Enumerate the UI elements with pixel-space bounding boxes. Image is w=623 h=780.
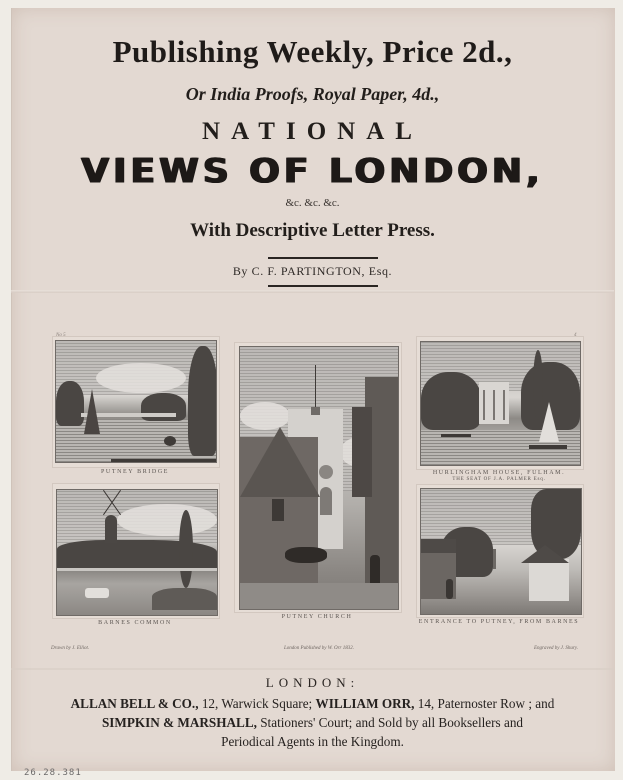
fold-line	[11, 290, 614, 293]
publisher-name: SIMPKIN & MARSHALL,	[101, 715, 257, 730]
plate-barnes-common	[52, 483, 220, 619]
plate-putney-bridge	[52, 336, 220, 468]
publisher-address: 14, Paternoster Row ; and	[414, 696, 555, 711]
publisher-credit: London Published by W. Orr 1832.	[284, 646, 354, 651]
main-title: VIEWS OF LONDON,	[81, 152, 544, 191]
publisher-name: ALLAN BELL & CO.,	[70, 696, 199, 711]
engraving-image	[56, 489, 218, 616]
engraver-credit: Engraved by J. Shury.	[534, 646, 579, 651]
drawn-by-credit: Drawn by J. Elliot.	[51, 646, 90, 651]
plate-number: 4	[574, 333, 577, 338]
publisher-address: Stationers' Court; and Sold by all Booksellers and	[256, 715, 524, 730]
plate-subcaption: THE SEAT OF J.A. PALMER Esq.	[452, 477, 546, 482]
fold-line	[11, 668, 614, 670]
imprint-line-2	[40, 713, 585, 732]
plate-caption: PUTNEY BRIDGE	[100, 469, 170, 475]
plate-entrance-to-putney	[416, 484, 584, 618]
imprint-line-3: Periodical Agents in the Kingdom.	[221, 734, 404, 749]
plate-caption: HURLINGHAM HOUSE, FULHAM.	[432, 470, 566, 476]
etc-line: &c. &c. &c.	[285, 197, 340, 209]
plate-caption: PUTNEY CHURCH	[281, 614, 353, 620]
author-line: By C. F. PARTINGTON, Esq.	[232, 264, 393, 278]
plate-caption: ENTRANCE TO PUTNEY, FROM BARNES	[418, 619, 580, 625]
national-line: NATIONAL	[202, 118, 423, 145]
india-proofs-line: Or India Proofs, Royal Paper, 4d.,	[185, 84, 440, 104]
plate-number: No 5	[56, 333, 66, 338]
engraving-image	[239, 346, 399, 610]
engraving-image	[420, 341, 581, 466]
plate-hurlingham-house	[416, 336, 584, 470]
engraving-image	[420, 488, 582, 615]
engraving-image	[55, 340, 217, 463]
rule-divider	[268, 285, 378, 287]
imprint-city: LONDON:	[265, 675, 360, 690]
price-line: Publishing Weekly, Price 2d.,	[112, 34, 513, 69]
imprint-line-1	[40, 694, 585, 713]
subtitle: With Descriptive Letter Press.	[190, 220, 435, 241]
plate-putney-church	[234, 342, 402, 613]
plate-caption: BARNES COMMON	[98, 620, 172, 626]
accession-number: 26.28.381	[24, 768, 82, 778]
publisher-address: 12, Warwick Square;	[198, 696, 316, 711]
rule-divider	[268, 257, 378, 259]
publisher-name: WILLIAM ORR,	[315, 696, 415, 711]
